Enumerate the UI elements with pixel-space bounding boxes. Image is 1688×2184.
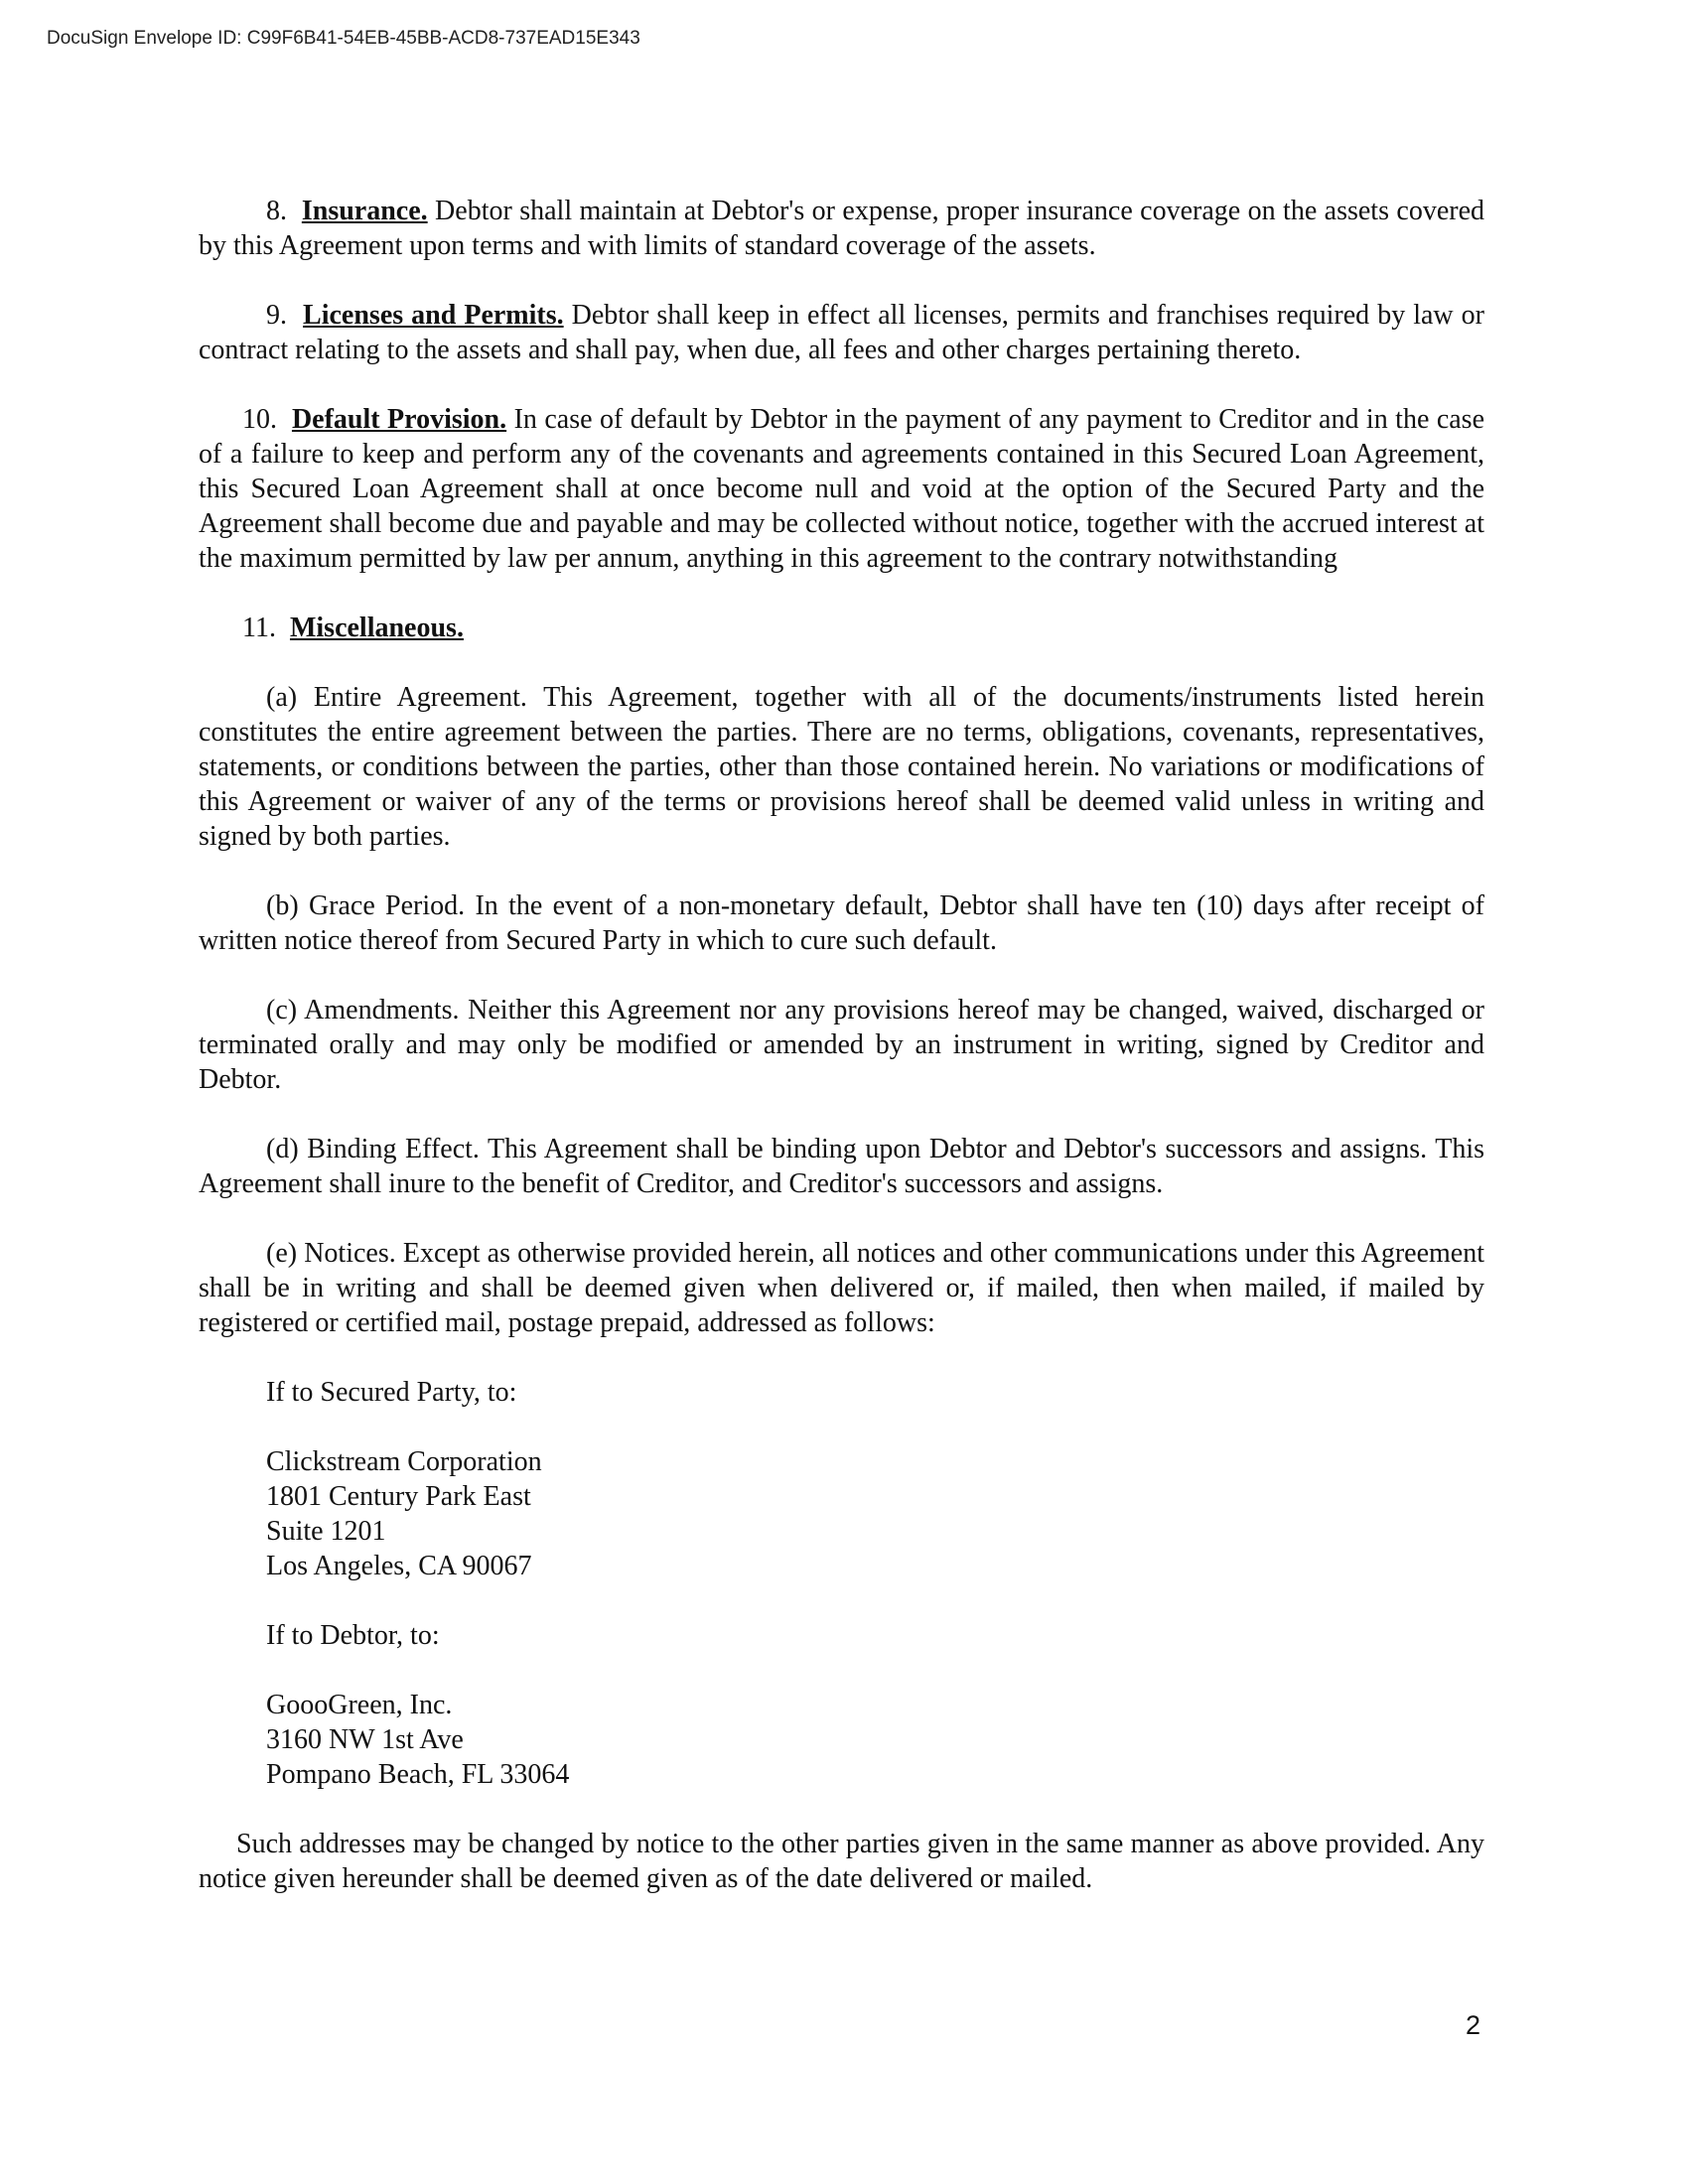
address-line: Pompano Beach, FL 33064 (266, 1759, 570, 1790)
section-number: 9. (266, 300, 287, 331)
section-heading: Miscellaneous. (289, 613, 464, 643)
section-miscellaneous (199, 611, 1484, 645)
docusign-envelope-id: DocuSign Envelope ID: C99F6B41-54EB-45BB-ACD8-737EAD15E343 (47, 28, 640, 49)
section-number: 10. (242, 404, 277, 435)
secured-party-label: If to Secured Party, to: (266, 1377, 517, 1408)
misc-grace-period: (b) Grace Period. In the event of a non-monetary default, Debtor shall have ten (10) days after receipt of written notice thereof from Secured Party in which to cure such default. (199, 890, 1484, 956)
section-default-provision (199, 402, 1484, 576)
debtor-label: If to Debtor, to: (266, 1620, 440, 1651)
section-text: Debtor shall keep in effect all licenses, permits and franchises required by law or contract relating to the assets and shall pay, when due, all fees and other charges pertaining thereto. (199, 300, 1484, 365)
document-body (199, 194, 1484, 1896)
misc-entire-agreement: (a) Entire Agreement. This Agreement, together with all of the documents/instruments listed herein constitutes the entire agreement between the parties. There are no terms, obligations, covenants, representatives, statements, or conditions between the parties, other than those contained herein. No variations or modifications of this Agreement or waiver of any of the terms or provisions hereof shall be deemed valid unless in writing and signed by both parties. (199, 682, 1484, 852)
page-number: 2 (1466, 2010, 1481, 2040)
section-heading: Licenses and Permits. (303, 300, 564, 331)
debtor-address (266, 1688, 1484, 1792)
address-line: Suite 1201 (266, 1516, 386, 1547)
closing-paragraph: Such addresses may be changed by notice to the other parties given in the same manner as above provided. Any notice given hereunder shall be deemed given as of the date delivered or mailed. (199, 1829, 1484, 1894)
section-insurance (199, 194, 1484, 263)
section-licenses-and-permits (199, 298, 1484, 367)
address-line: 1801 Century Park East (266, 1481, 531, 1512)
secured-party-address (266, 1444, 1484, 1583)
address-line: GoooGreen, Inc. (266, 1690, 453, 1720)
section-text: Debtor shall maintain at Debtor's or expense, proper insurance coverage on the assets covered by this Agreement upon terms and with limits of standard coverage of the assets. (199, 196, 1485, 261)
misc-amendments: (c) Amendments. Neither this Agreement nor any provisions hereof may be changed, waived, discharged or terminated orally and may only be modified or amended by an instrument in writing, signed by Creditor and Debtor. (199, 995, 1484, 1095)
section-number: 8. (266, 196, 287, 226)
address-line: Los Angeles, CA 90067 (266, 1551, 532, 1581)
section-text: In case of default by Debtor in the payment of any payment to Creditor and in the case of a failure to keep and perform any of the covenants and agreements contained in this Secured Loan Agreement, this Secured Loan Agreement shall at once become null and void at the option of the Secured Party and the Agreement shall become due and payable and may be collected without notice, together with the accrued interest at the maximum permitted by law per annum, anything in this agreement to the contrary notwithstanding (199, 404, 1485, 574)
address-line: Clickstream Corporation (266, 1446, 542, 1477)
address-line: 3160 NW 1st Ave (266, 1724, 464, 1755)
misc-binding-effect: (d) Binding Effect. This Agreement shall be binding upon Debtor and Debtor's successors and assigns. This Agreement shall inure to the benefit of Creditor, and Creditor's successors and assigns. (199, 1134, 1484, 1199)
section-heading: Insurance. (301, 196, 428, 226)
misc-notices: (e) Notices. Except as otherwise provided herein, all notices and other communications under this Agreement shall be in writing and shall be deemed given when delivered or, if mailed, then when mailed, if mailed by registered or certified mail, postage prepaid, addressed as follows: (199, 1238, 1484, 1338)
section-number: 11. (242, 613, 276, 643)
section-heading: Default Provision. (291, 404, 507, 435)
